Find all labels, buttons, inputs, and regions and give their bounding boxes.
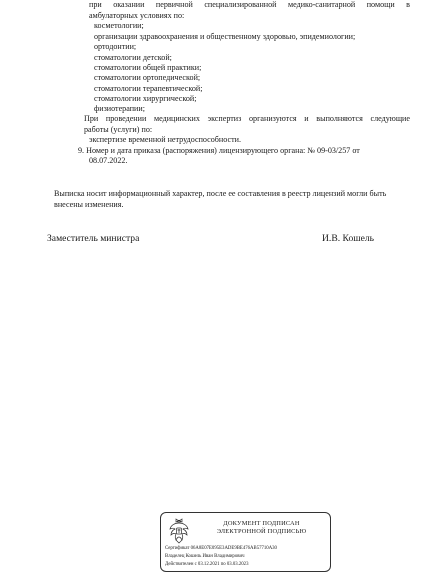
notice-line-1: Выписка носит информационный характер, после ее составления в реестр лицензий могли быть: [54, 189, 387, 198]
services-line-6: стоматологии детской;: [94, 53, 172, 62]
services-line-2: амбулаторных условиях по:: [89, 11, 185, 20]
services-line-3: косметологии;: [94, 21, 144, 30]
services-line-10: стоматологии хирургической;: [94, 94, 197, 103]
order-line-2: 08.07.2022.: [89, 156, 128, 165]
order-line-1: 9. Номер и дата приказа (распоряжения) лицензирующего органа: № 09-03/257 от: [78, 146, 360, 155]
services-line-8: стоматологии ортопедической;: [94, 73, 201, 82]
services-line-12: При проведении медицинских экспертиз организуются и выполняются следующие: [84, 114, 410, 123]
services-line-11: физиотерапии;: [94, 104, 145, 113]
services-line-5: ортодонтии;: [94, 42, 137, 51]
electronic-signature-stamp: [160, 512, 331, 572]
stamp-validity: Действителен с 03.12.2021 по 03.03.2023: [165, 562, 249, 567]
signer-position: Заместитель министра: [47, 233, 140, 244]
stamp-title-line-1: ДОКУМЕНТ ПОДПИСАН: [223, 520, 300, 527]
stamp-title-line-2: ЭЛЕКТРОННОЙ ПОДПИСЬЮ: [216, 528, 307, 535]
services-line-1: при оказании первичной специализированной медико-санитарной помощи в: [89, 0, 410, 9]
stamp-owner: Владелец Кошель Иван Владимирович: [165, 554, 245, 559]
signer-name: И.В. Кошель: [322, 233, 375, 244]
services-line-13: работы (услуги) по:: [84, 125, 153, 134]
services-line-7: стоматологии общей практики;: [94, 63, 202, 72]
stamp-certificate: Сертификат 06A8E07E095E3ADE9BE476AB57710A30: [165, 546, 277, 551]
services-line-4: организации здравоохранения и общественному здоровью, эпидемиологии;: [94, 32, 356, 41]
services-line-14: экспертизе временной нетрудоспособности.: [89, 135, 241, 144]
coat-of-arms-icon: [167, 517, 191, 545]
notice-line-2: внесены изменения.: [54, 200, 124, 209]
services-line-9: стоматологии терапевтической;: [94, 84, 203, 93]
